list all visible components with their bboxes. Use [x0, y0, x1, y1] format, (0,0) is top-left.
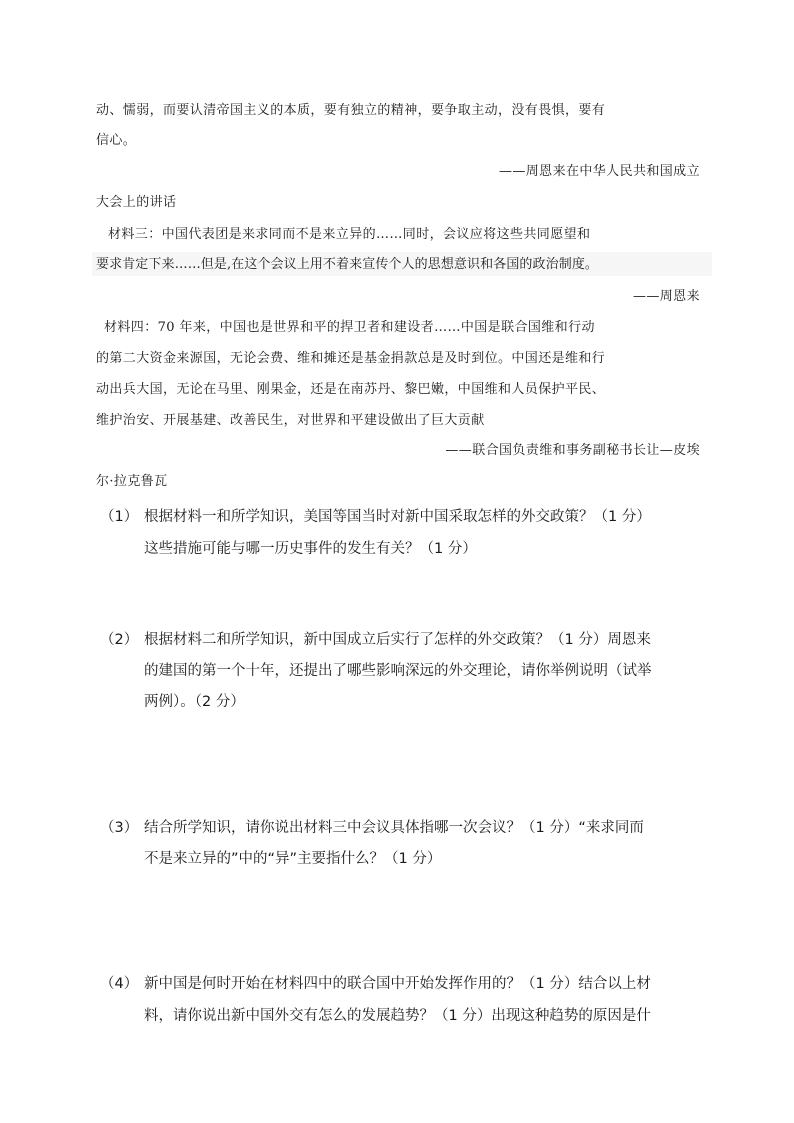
question-2-line-3: 两例）。（2 分） [144, 694, 245, 710]
material4-line-4: 维护治安、开展基建、改善民生，对世界和平建设做出了巨大贡献 [96, 413, 485, 428]
material4-source-cont: 尔·拉克鲁瓦 [96, 474, 168, 489]
question-4-line-1: 新中国是何时开始在材料四中的联合国中开始发挥作用的？（1 分）结合以上材 [144, 976, 651, 992]
question-3-line-1: 结合所学知识，请你说出材料三中会议具体指哪一次会议？（1 分）“来求同而 [144, 820, 644, 836]
question-3-line-2: 不是来立异的”中的“异”主要指什么？（1 分） [144, 851, 442, 867]
question-1-line-2: 这些措施可能与哪一历史事件的发生有关？（1 分） [144, 541, 477, 557]
material3-line-2: 要求肯定下来……但是,在这个会议上用不着来宣传个人的思想意识和各国的政治制度。 [96, 257, 599, 272]
material2-source: ——周恩来在中华人民共和国成立 [498, 164, 700, 179]
question-2-line-1: 根据材料二和所学知识，新中国成立后实行了怎样的外交政策？（1 分）周恩来 [144, 632, 651, 648]
question-1-line-1: 根据材料一和所学知识，美国等国当时对新中国采取怎样的外交政策？（1 分） [144, 509, 651, 525]
material2-line-1: 动、懦弱，而要认清帝国主义的本质，要有独立的精神，要争取主动，没有畏惧，要有 [96, 103, 606, 118]
material4-source: ——联合国负责维和事务副秘书长让—皮埃 [445, 443, 700, 458]
question-2-line-2: 的建国的第一个十年，还提出了哪些影响深远的外交理论，请你举例说明（试举 [144, 663, 652, 679]
question-3-number: （3） [100, 820, 139, 836]
question-4-line-2: 料，请你说出新中国外交有怎么的发展趋势？（1 分）出现这种趋势的原因是什 [144, 1008, 651, 1024]
material4-line-1: 材料四：70 年来，中国也是世界和平的捍卫者和建设者……中国是联合国维和行动 [104, 320, 595, 335]
question-2-number: （2） [100, 632, 139, 648]
material3-source: ——周恩来 [632, 289, 700, 304]
question-1-number: （1） [100, 509, 139, 525]
material2-source-cont: 大会上的讲话 [96, 195, 177, 210]
material4-line-2: 的第二大资金来源国，无论会费、维和摊还是基金捐款总是及时到位。中国还是维和行 [96, 351, 606, 366]
question-4-number: （4） [100, 976, 139, 992]
material4-line-3: 动出兵大国，无论在马里、刚果金，还是在南苏丹、黎巴嫩，中国维和人员保护平民、 [96, 382, 606, 397]
material3-line-1: 材料三：中国代表团是来求同而不是来立异的……同时，会议应将这些共同愿望和 [108, 227, 591, 242]
material2-line-2: 信心。 [96, 133, 137, 148]
